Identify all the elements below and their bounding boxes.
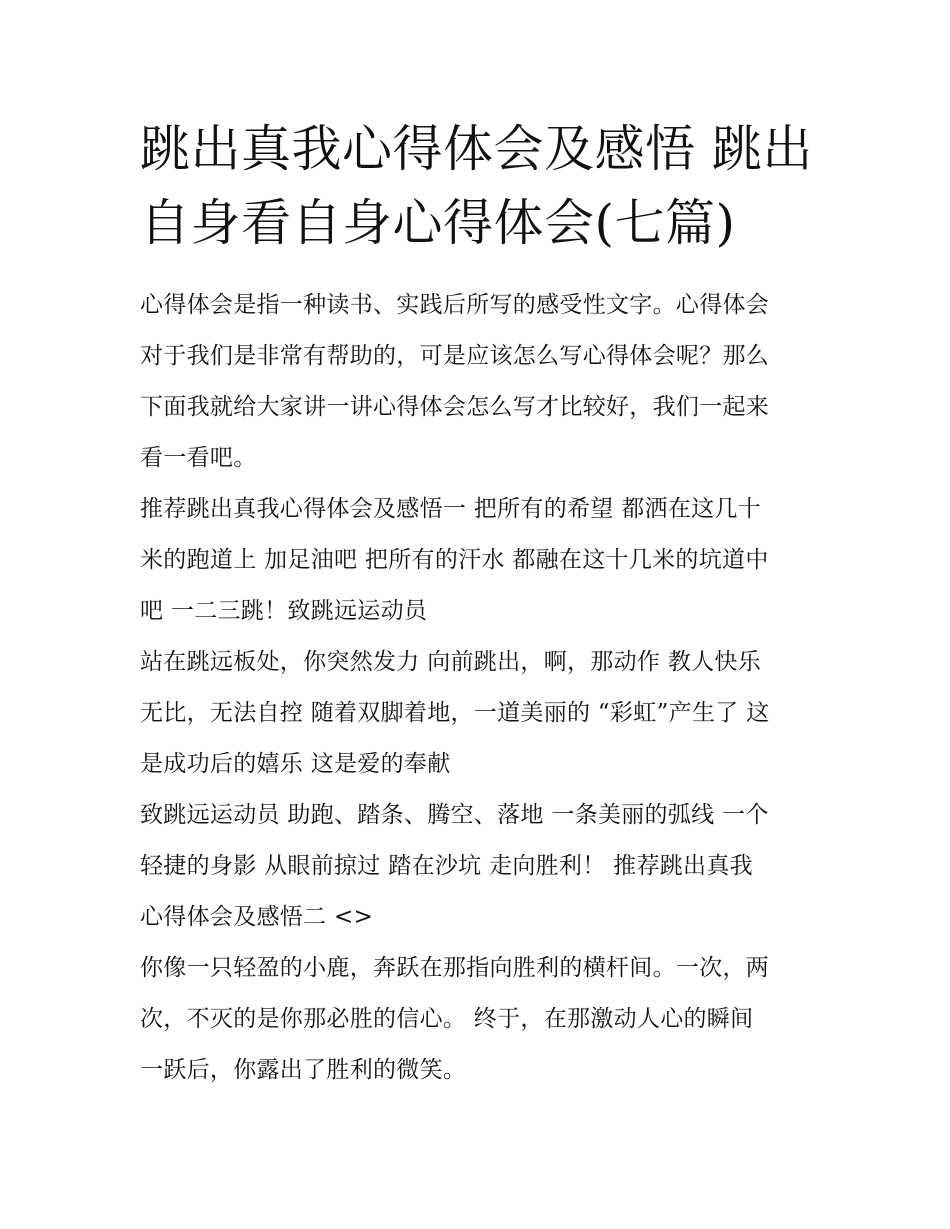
paragraph-intro [140, 280, 820, 484]
paragraph-long-jump-board [140, 637, 820, 790]
text-line: 下面我就给大家讲一讲心得体会怎么写才比较好，我们一起来 [140, 394, 770, 420]
text-line: 无比，无法自控 随着双脚着地，一道美丽的 “彩虹”产生了 这 [140, 700, 770, 726]
text-line: 是成功后的嬉乐 这是爱的奉献 [140, 751, 451, 777]
text-line: 你像一只轻盈的小鹿，奔跃在那指向胜利的横杆间。一次，两 [140, 955, 770, 981]
title-line: 自身看自身心得体会(七篇) [140, 194, 736, 252]
text-line: 致跳远运动员 助跑、踏条、腾空、落地 一条美丽的弧线 一个 [140, 802, 769, 828]
paragraph-recommendation-one [140, 484, 820, 637]
text-line: 心得体会及感悟二 <> [140, 904, 374, 930]
text-line: 看一看吧。 [140, 445, 257, 471]
document-body [140, 280, 820, 1096]
document-title [140, 112, 820, 260]
text-line: 轻捷的身影 从眼前掠过 踏在沙坑 走向胜利！ 推荐跳出真我 [140, 853, 753, 879]
paragraph-deer [140, 943, 820, 1096]
title-line: 跳出真我心得体会及感悟 跳出 [140, 120, 813, 178]
text-line: 次，不灭的是你那必胜的信心。 终于，在那激动人心的瞬间 [140, 1006, 754, 1032]
text-line: 对于我们是非常有帮助的，可是应该怎么写心得体会呢？那么 [140, 343, 770, 369]
text-line: 一跃后，你露出了胜利的微笑。 [140, 1057, 467, 1083]
paragraph-to-athlete [140, 790, 820, 943]
text-line: 推荐跳出真我心得体会及感悟一 把所有的希望 都洒在这几十 [140, 496, 762, 522]
text-line: 吧 一二三跳！致跳远运动员 [140, 598, 428, 624]
text-line: 站在跳远板处，你突然发力 向前跳出，啊，那动作 教人快乐 [140, 649, 762, 675]
text-line: 心得体会是指一种读书、实践后所写的感受性文字。心得体会 [140, 292, 770, 318]
text-line: 米的跑道上 加足油吧 把所有的汗水 都融在这十几米的坑道中 [140, 547, 769, 573]
